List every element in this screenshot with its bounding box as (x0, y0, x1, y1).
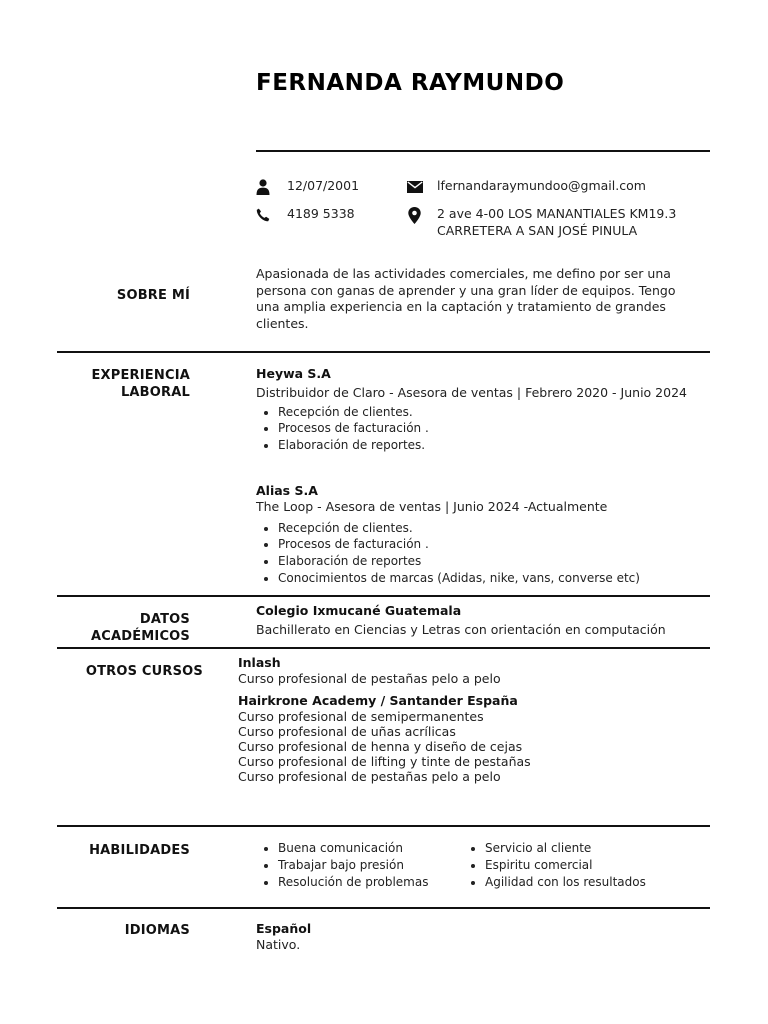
address-line-1: 2 ave 4-00 LOS MANANTIALES KM19.3 (437, 206, 677, 221)
divider-courses (57, 825, 710, 827)
skills-list-right (463, 840, 703, 890)
job-role: The Loop - Asesora de ventas | Junio 2024 -Actualmente (256, 499, 608, 514)
job-company: Alias S.A (256, 483, 318, 498)
courses-block (238, 655, 708, 784)
job-role: Distribuidor de Claro - Asesora de ventas | Febrero 2020 - Junio 2024 (256, 385, 687, 400)
email-address: lfernandaraymundoo@gmail.com (437, 178, 646, 193)
job-task: Procesos de facturación . (256, 536, 716, 553)
skill-item: Agilidad con los resultados (463, 874, 703, 891)
skill-item: Espiritu comercial (463, 857, 703, 874)
language-entry (256, 921, 311, 954)
skill-item: Resolución de problemas (256, 874, 466, 891)
section-title-skills: HABILIDADES (89, 843, 190, 858)
course-item: Curso profesional de semipermanentes (238, 709, 484, 724)
envelope-icon (407, 181, 421, 195)
skill-item: Buena comunicación (256, 840, 466, 857)
job-task: Procesos de facturación . (256, 420, 716, 437)
section-title-experience-line-2: LABORAL (120, 385, 190, 400)
section-title-education-line-2: ACADÉMICOS (90, 629, 190, 644)
phone-number: 4189 5338 (287, 206, 355, 221)
job-task-list (256, 404, 716, 454)
section-title-education-line-1: DATOS (139, 612, 190, 627)
divider-education (57, 647, 710, 649)
job-task: Conocimientos de marcas (Adidas, nike, vans, converse etc) (256, 570, 716, 587)
skill-item: Servicio al cliente (463, 840, 703, 857)
degree: Bachillerato en Ciencias y Letras con orientación en computación (256, 622, 666, 637)
section-title-experience (0, 367, 190, 401)
header-divider (256, 150, 710, 152)
candidate-name: FERNANDA RAYMUNDO (256, 70, 565, 96)
divider-about (57, 351, 710, 353)
job-task: Elaboración de reportes (256, 553, 716, 570)
job-task: Elaboración de reportes. (256, 437, 716, 454)
job-task-list (256, 520, 716, 587)
course-institution: Hairkrone Academy / Santander España (238, 693, 518, 708)
course-item: Curso profesional de pestañas pelo a pelo (238, 769, 501, 784)
section-title-education (0, 611, 190, 645)
phone-icon (256, 208, 270, 222)
course-institution: Inlash (238, 655, 281, 670)
course-list (238, 671, 708, 686)
section-title-experience-line-1: EXPERIENCIA (91, 368, 190, 383)
language-level: Nativo. (256, 937, 301, 952)
section-title-languages: IDIOMAS (124, 923, 190, 938)
job-entry-1 (256, 366, 716, 454)
course-item: Curso profesional de lifting y tinte de pestañas (238, 754, 531, 769)
course-item: Curso profesional de henna y diseño de cejas (238, 739, 523, 754)
location-pin-icon (408, 207, 422, 221)
course-item: Curso profesional de uñas acrílicas (238, 724, 456, 739)
section-title-about: SOBRE MÍ (116, 288, 190, 303)
job-task: Recepción de clientes. (256, 404, 716, 421)
skills-list-left (256, 840, 466, 890)
language-name: Español (256, 921, 312, 936)
job-company: Heywa S.A (256, 366, 331, 381)
school-name: Colegio Ixmucané Guatemala (256, 603, 462, 618)
job-entry-2 (256, 483, 716, 587)
section-title-courses: OTROS CURSOS (85, 664, 203, 679)
birthdate: 12/07/2001 (287, 178, 360, 193)
skill-item: Trabajar bajo presión (256, 857, 466, 874)
course-item: Curso profesional de pestañas pelo a pelo (238, 671, 501, 686)
address-line-2: CARRETERA A SAN JOSÉ PINULA (437, 223, 638, 238)
divider-experience (57, 595, 710, 597)
about-text: Apasionada de las actividades comerciales, me defino por ser una persona con ganas de aprender y una gran líder de equipos. Tengo una amplia experiencia en la captación y tratamiento de grandes clientes. (256, 266, 676, 331)
divider-skills (57, 907, 710, 909)
education-entry (256, 603, 716, 639)
job-task: Recepción de clientes. (256, 520, 716, 537)
person-icon (256, 179, 270, 193)
course-list (238, 709, 708, 784)
